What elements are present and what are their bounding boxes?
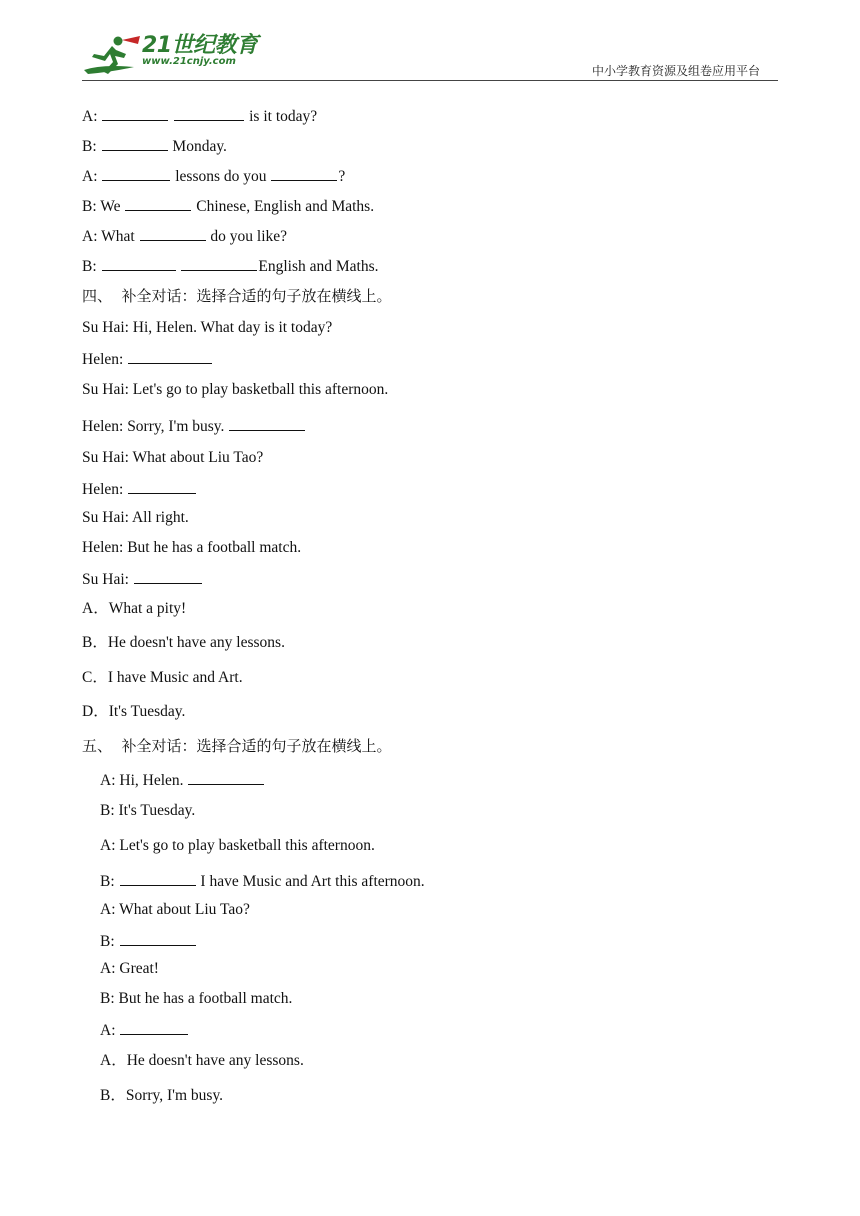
speaker: Helen: [82, 351, 124, 368]
dialog-line [82, 348, 213, 370]
answer-blank[interactable] [271, 165, 337, 181]
dialog-line [100, 769, 265, 791]
answer-blank[interactable] [120, 1019, 188, 1035]
dialog-line-6 [82, 255, 379, 277]
dialog-line: Su Hai: Hi, Helen. What day is it today? [82, 319, 333, 336]
dialog-line [82, 415, 306, 437]
speaker: B: [82, 138, 97, 155]
line-text: lessons do you [175, 168, 267, 185]
answer-blank[interactable] [120, 870, 196, 886]
answer-blank[interactable] [120, 930, 196, 946]
answer-blank[interactable] [125, 195, 191, 211]
platform-title: 中小学教育资源及组卷应用平台 [591, 64, 760, 78]
answer-blank[interactable] [229, 415, 305, 431]
logo-text: 21世纪教育 [142, 33, 258, 58]
dialog-line: A: Great! [100, 960, 159, 977]
dialog-line: A: Let's go to play basketball this afternoon. [100, 837, 375, 854]
dialog-line-1 [82, 105, 317, 127]
dialog-line [100, 870, 425, 892]
dialog-line-4 [82, 195, 374, 217]
speaker: A: [82, 168, 98, 185]
speaker: Su Hai: [82, 571, 129, 588]
dialog-line: B: But he has a football match. [100, 990, 293, 1007]
answer-blank[interactable] [128, 478, 196, 494]
option-a: A．What a pity! [82, 600, 187, 617]
line-text: A: Hi, Helen. [100, 772, 184, 789]
answer-blank[interactable] [102, 105, 168, 121]
dialog-line: Su Hai: What about Liu Tao? [82, 449, 264, 466]
line-text: ? [338, 168, 346, 185]
option-b: B．He doesn't have any lessons. [82, 634, 285, 651]
line-text: Helen: Sorry, I'm busy. [82, 418, 225, 435]
line-text: English and Maths. [258, 258, 379, 275]
page-header [82, 28, 778, 82]
dialog-line [100, 1019, 189, 1041]
option-a: A．He doesn't have any lessons. [100, 1052, 304, 1069]
dialog-line: Helen: But he has a football match. [82, 539, 302, 556]
answer-blank[interactable] [181, 255, 257, 271]
option-b: B．Sorry, I'm busy. [100, 1087, 224, 1104]
line-text: I have Music and Art this afternoon. [200, 873, 425, 890]
line-text: is it today? [249, 108, 318, 125]
speaker: B: [100, 873, 115, 890]
speaker: B: [82, 258, 97, 275]
dialog-line: B: It's Tuesday. [100, 802, 196, 819]
line-text: Monday. [172, 138, 227, 155]
answer-blank[interactable] [134, 568, 202, 584]
dialog-line: Su Hai: Let's go to play basketball this afternoon. [82, 381, 389, 398]
answer-blank[interactable] [188, 769, 264, 785]
header-divider [82, 80, 778, 81]
speaker: A: What [82, 228, 135, 245]
section-5-heading: 五、 补全对话：选择合适的句子放在横线上。 [82, 737, 392, 755]
dialog-line [82, 568, 203, 590]
speaker: B: We [82, 198, 121, 215]
line-text: do you like? [210, 228, 288, 245]
answer-blank[interactable] [102, 255, 176, 271]
dialog-line: A: What about Liu Tao? [100, 901, 250, 918]
answer-blank[interactable] [102, 135, 168, 151]
dialog-line-5 [82, 225, 287, 247]
speaker: A: [100, 1022, 116, 1039]
answer-blank[interactable] [174, 105, 244, 121]
speaker: Helen: [82, 481, 124, 498]
speaker: B: [100, 933, 115, 950]
dialog-line-3 [82, 165, 345, 187]
line-text: Chinese, English and Maths. [196, 198, 375, 215]
option-d: D．It's Tuesday. [82, 703, 186, 720]
dialog-line [100, 930, 197, 952]
section-4-heading: 四、 补全对话：选择合适的句子放在横线上。 [82, 287, 392, 305]
speaker: A: [82, 108, 98, 125]
dialog-line: Su Hai: All right. [82, 509, 189, 526]
option-c: C．I have Music and Art. [82, 669, 243, 686]
dialog-line [82, 478, 197, 500]
answer-blank[interactable] [128, 348, 212, 364]
logo-url: www.21cnjy.com [142, 56, 236, 67]
answer-blank[interactable] [102, 165, 170, 181]
answer-blank[interactable] [140, 225, 206, 241]
dialog-line-2 [82, 135, 227, 157]
